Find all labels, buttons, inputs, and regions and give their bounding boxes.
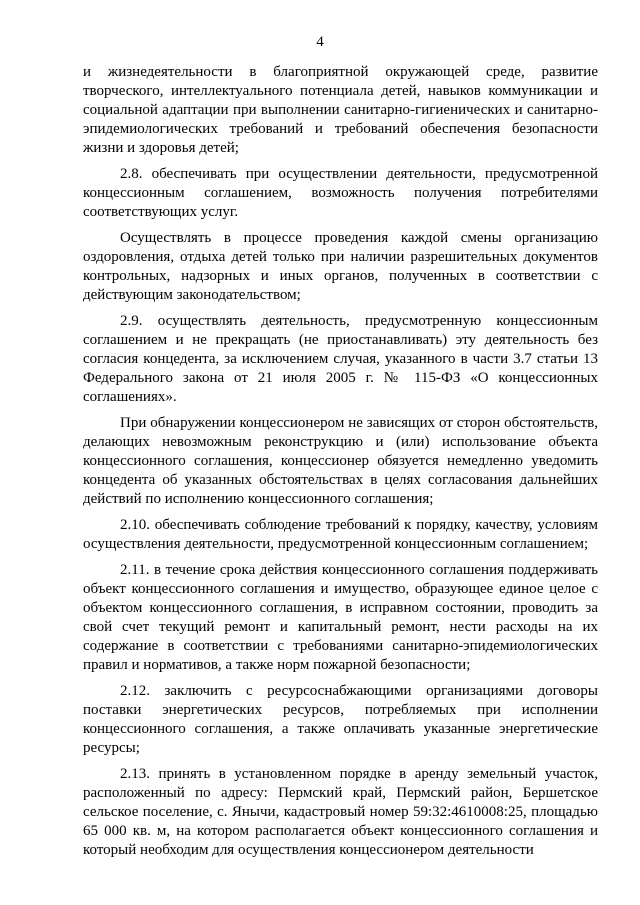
paragraph-continuation: и жизнедеятельности в благоприятной окружающей среде, развитие творческого, интеллектуального потенциала детей, навыков коммуникации и социальной адаптации при выполнении санитарно-гигиенических и санитарно-эпидемиологических требований и требований обеспечения безопасности жизни и здоровья детей;	[83, 64, 598, 156]
page-number: 4	[316, 34, 324, 50]
paragraph-2-13: 2.13. принять в установленном порядке в аренду земельный участок, расположенный по адресу: Пермский край, Пермский район, Бершетское сельское поселение, с. Янычи, кадастровый номер 59:32:4610008:25, площадью 65 000 кв. м, на котором располагается объект концессионного соглашения и который необходим для осуществления концессионером деятельности	[83, 766, 598, 858]
paragraph-circumstances-notice: При обнаружении концессионером не зависящих от сторон обстоятельств, делающих невозможным реконструкцию и (или) использование объекта концессионного соглашения, концессионер обязуется немедленно уведомить концедента об указанных обстоятельствах в целях согласования дальнейших действий по исполнению концессионного соглашения;	[83, 415, 598, 507]
paragraph-2-12: 2.12. заключить с ресурсоснабжающими организациями договоры поставки энергетических ресурсов, потребляемых при исполнении концессионного соглашения, а также оплачивать указанные энергетические ресурсы;	[83, 683, 598, 756]
paragraph-2-9: 2.9. осуществлять деятельность, предусмотренную концессионным соглашением и не прекращать (не приостанавливать) эту деятельность без согласия концедента, за исключением случая, указанного в части 3.7 статьи 13 Федерального закона от 21 июля 2005 г. № 115-ФЗ «О концессионных соглашениях».	[83, 313, 598, 405]
paragraph-organization-of-rest: Осуществлять в процессе проведения каждой смены организацию оздоровления, отдыха детей только при наличии разрешительных документов контрольных, надзорных и иных органов, полученных в соответствии с действующим законодательством;	[83, 230, 598, 303]
paragraph-2-10: 2.10. обеспечивать соблюдение требований к порядку, качеству, условиям осуществления деятельности, предусмотренной концессионным соглашением;	[83, 517, 598, 552]
paragraph-2-8: 2.8. обеспечивать при осуществлении деятельности, предусмотренной концессионным соглашением, возможность получения потребителями соответствующих услуг.	[83, 166, 598, 220]
document-body	[83, 63, 598, 867]
paragraph-2-11: 2.11. в течение срока действия концессионного соглашения поддерживать объект концессионного соглашения и имущество, образующее единое целое с объектом концессионного соглашения, в исправном состоянии, проводить за свой счет текущий ремонт и капитальный ремонт, нести расходы на их содержание в соответствии с требованиями санитарно-эпидемиологических правил и нормативов, а также норм пожарной безопасности;	[83, 562, 598, 673]
